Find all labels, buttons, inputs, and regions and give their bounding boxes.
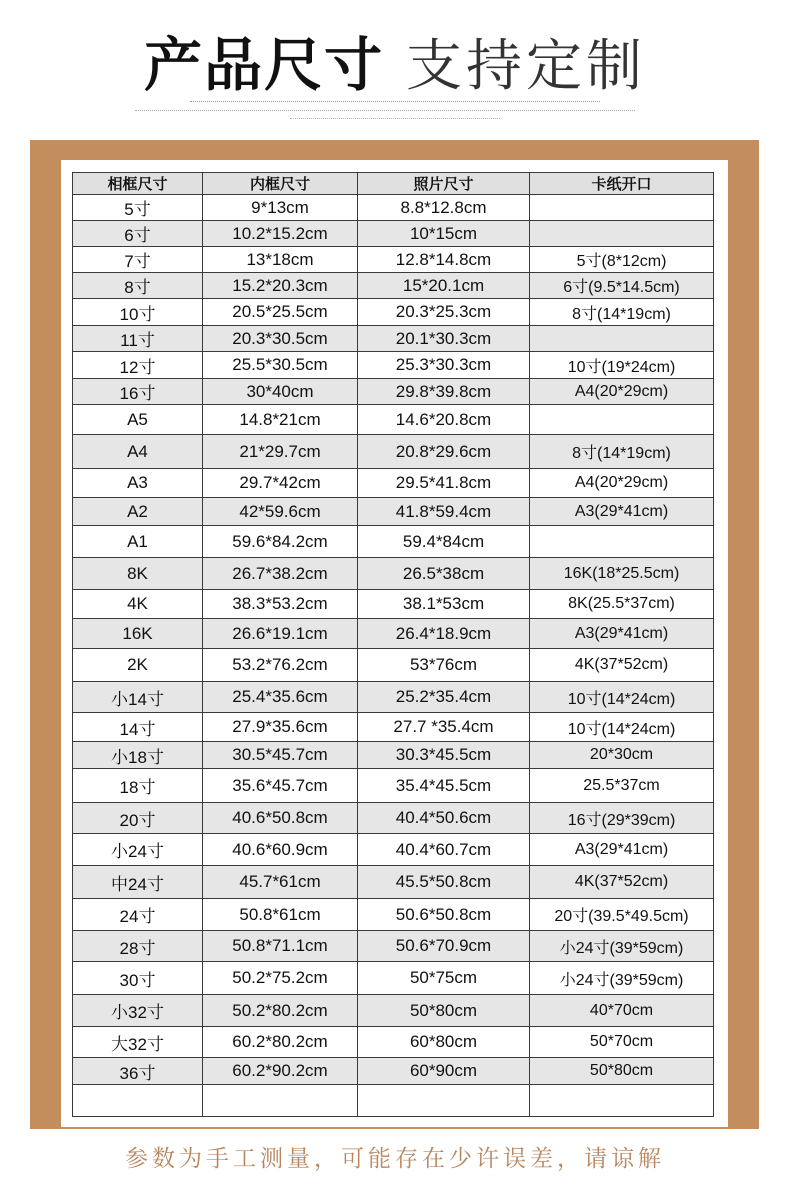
footer-note: 参数为手工测量，可能存在少许误差，请谅解 <box>125 1146 665 1172</box>
cell-inner-size: 53.2*76.2cm <box>203 649 358 682</box>
cell-inner-size: 59.6*84.2cm <box>203 526 358 558</box>
table-body <box>73 195 714 1117</box>
table-row <box>73 435 714 469</box>
cell-photo-size: 26.4*18.9cm <box>358 619 530 649</box>
cell-photo-size: 29.5*41.8cm <box>358 469 530 498</box>
cell-mat-opening: 10寸(14*24cm) <box>530 682 714 713</box>
title-light: 支持定制 <box>406 34 646 99</box>
frame-paper <box>61 160 728 1127</box>
cell-photo-size: 60*80cm <box>358 1027 530 1058</box>
cell-frame-size: 8寸 <box>73 273 203 299</box>
cell-frame-size: 11寸 <box>73 326 203 352</box>
table-row <box>73 899 714 931</box>
header-frame-size: 相框尺寸 <box>73 173 203 195</box>
table-row <box>73 1085 714 1117</box>
cell-photo-size: 38.1*53cm <box>358 590 530 619</box>
cell-mat-opening: 10寸(19*24cm) <box>530 352 714 379</box>
table-row <box>73 273 714 299</box>
cell-mat-opening: 8寸(14*19cm) <box>530 435 714 469</box>
cell-mat-opening <box>530 405 714 435</box>
cell-inner-size: 42*59.6cm <box>203 498 358 526</box>
cell-mat-opening <box>530 326 714 352</box>
cell-photo-size <box>358 1085 530 1117</box>
cell-photo-size: 53*76cm <box>358 649 530 682</box>
cell-mat-opening: A4(20*29cm) <box>530 379 714 405</box>
cell-inner-size: 45.7*61cm <box>203 866 358 899</box>
cell-photo-size: 12.8*14.8cm <box>358 247 530 273</box>
cell-mat-opening: 8寸(14*19cm) <box>530 299 714 326</box>
decorative-divider <box>290 118 500 119</box>
cell-mat-opening: A4(20*29cm) <box>530 469 714 498</box>
page-title <box>0 18 790 98</box>
cell-inner-size: 60.2*80.2cm <box>203 1027 358 1058</box>
cell-frame-size: 7寸 <box>73 247 203 273</box>
cell-inner-size: 26.6*19.1cm <box>203 619 358 649</box>
cell-mat-opening: 4K(37*52cm) <box>530 866 714 899</box>
cell-frame-size: 14寸 <box>73 713 203 742</box>
cell-mat-opening: 4K(37*52cm) <box>530 649 714 682</box>
cell-mat-opening: 16寸(29*39cm) <box>530 803 714 834</box>
table-row <box>73 649 714 682</box>
cell-frame-size: 28寸 <box>73 931 203 962</box>
cell-frame-size: 20寸 <box>73 803 203 834</box>
cell-frame-size: 36寸 <box>73 1058 203 1085</box>
cell-photo-size: 50*75cm <box>358 962 530 995</box>
table-row <box>73 558 714 590</box>
cell-mat-opening: A3(29*41cm) <box>530 834 714 866</box>
cell-frame-size: 5寸 <box>73 195 203 221</box>
cell-mat-opening: 8K(25.5*37cm) <box>530 590 714 619</box>
table-row <box>73 1027 714 1058</box>
cell-inner-size: 35.6*45.7cm <box>203 769 358 803</box>
cell-mat-opening: 小24寸(39*59cm) <box>530 931 714 962</box>
cell-inner-size <box>203 1085 358 1117</box>
cell-photo-size: 50.6*50.8cm <box>358 899 530 931</box>
cell-photo-size: 45.5*50.8cm <box>358 866 530 899</box>
table-row <box>73 405 714 435</box>
cell-frame-size: 30寸 <box>73 962 203 995</box>
cell-inner-size: 9*13cm <box>203 195 358 221</box>
cell-mat-opening: 20*30cm <box>530 742 714 769</box>
cell-photo-size: 60*90cm <box>358 1058 530 1085</box>
decorative-divider <box>135 110 635 111</box>
cell-inner-size: 30.5*45.7cm <box>203 742 358 769</box>
cell-mat-opening: 5寸(8*12cm) <box>530 247 714 273</box>
cell-frame-size: A1 <box>73 526 203 558</box>
cell-mat-opening <box>530 1085 714 1117</box>
cell-photo-size: 27.7 *35.4cm <box>358 713 530 742</box>
cell-photo-size: 20.8*29.6cm <box>358 435 530 469</box>
table-row <box>73 247 714 273</box>
cell-mat-opening: A3(29*41cm) <box>530 498 714 526</box>
table-row <box>73 713 714 742</box>
cell-photo-size: 25.3*30.3cm <box>358 352 530 379</box>
cell-inner-size: 50.2*75.2cm <box>203 962 358 995</box>
cell-frame-size: 16K <box>73 619 203 649</box>
cell-frame-size: 12寸 <box>73 352 203 379</box>
cell-inner-size: 30*40cm <box>203 379 358 405</box>
cell-mat-opening: 10寸(14*24cm) <box>530 713 714 742</box>
cell-photo-size: 40.4*60.7cm <box>358 834 530 866</box>
cell-frame-size: A4 <box>73 435 203 469</box>
cell-photo-size: 41.8*59.4cm <box>358 498 530 526</box>
cell-frame-size: 10寸 <box>73 299 203 326</box>
table-row <box>73 962 714 995</box>
table-row <box>73 619 714 649</box>
cell-frame-size: 小14寸 <box>73 682 203 713</box>
cell-mat-opening: 40*70cm <box>530 995 714 1027</box>
cell-mat-opening: 20寸(39.5*49.5cm) <box>530 899 714 931</box>
cell-inner-size: 20.5*25.5cm <box>203 299 358 326</box>
table-row <box>73 379 714 405</box>
cell-frame-size: 小32寸 <box>73 995 203 1027</box>
cell-inner-size: 21*29.7cm <box>203 435 358 469</box>
cell-mat-opening: 50*70cm <box>530 1027 714 1058</box>
table-row <box>73 995 714 1027</box>
cell-frame-size: A3 <box>73 469 203 498</box>
table-row <box>73 834 714 866</box>
cell-photo-size: 29.8*39.8cm <box>358 379 530 405</box>
cell-inner-size: 60.2*90.2cm <box>203 1058 358 1085</box>
table-header-row <box>73 173 714 195</box>
cell-photo-size: 8.8*12.8cm <box>358 195 530 221</box>
table-row <box>73 803 714 834</box>
cell-inner-size: 40.6*60.9cm <box>203 834 358 866</box>
cell-mat-opening <box>530 526 714 558</box>
cell-mat-opening: A3(29*41cm) <box>530 619 714 649</box>
cell-frame-size: 24寸 <box>73 899 203 931</box>
cell-photo-size: 35.4*45.5cm <box>358 769 530 803</box>
cell-frame-size: 16寸 <box>73 379 203 405</box>
cell-photo-size: 59.4*84cm <box>358 526 530 558</box>
cell-frame-size: 中24寸 <box>73 866 203 899</box>
decorative-divider <box>190 101 600 102</box>
cell-inner-size: 13*18cm <box>203 247 358 273</box>
table-row <box>73 299 714 326</box>
cell-inner-size: 50.8*61cm <box>203 899 358 931</box>
size-table <box>72 172 714 1117</box>
cell-frame-size: A5 <box>73 405 203 435</box>
table-row <box>73 769 714 803</box>
cell-photo-size: 25.2*35.4cm <box>358 682 530 713</box>
cell-inner-size: 38.3*53.2cm <box>203 590 358 619</box>
header-inner-size: 内框尺寸 <box>203 173 358 195</box>
cell-frame-size: A2 <box>73 498 203 526</box>
cell-inner-size: 29.7*42cm <box>203 469 358 498</box>
table-row <box>73 352 714 379</box>
cell-inner-size: 27.9*35.6cm <box>203 713 358 742</box>
table-row <box>73 469 714 498</box>
cell-inner-size: 50.8*71.1cm <box>203 931 358 962</box>
cell-frame-size: 6寸 <box>73 221 203 247</box>
cell-photo-size: 50.6*70.9cm <box>358 931 530 962</box>
table-row <box>73 742 714 769</box>
cell-photo-size: 20.3*25.3cm <box>358 299 530 326</box>
cell-inner-size: 25.5*30.5cm <box>203 352 358 379</box>
cell-inner-size: 50.2*80.2cm <box>203 995 358 1027</box>
table-row <box>73 931 714 962</box>
header-photo-size: 照片尺寸 <box>358 173 530 195</box>
cell-photo-size: 10*15cm <box>358 221 530 247</box>
table-row <box>73 221 714 247</box>
table-row <box>73 326 714 352</box>
cell-frame-size: 小24寸 <box>73 834 203 866</box>
title-bold: 产品尺寸 <box>143 31 384 99</box>
cell-frame-size <box>73 1085 203 1117</box>
cell-frame-size: 8K <box>73 558 203 590</box>
table-row <box>73 526 714 558</box>
table-row <box>73 590 714 619</box>
cell-mat-opening <box>530 221 714 247</box>
table-row <box>73 1058 714 1085</box>
cell-photo-size: 26.5*38cm <box>358 558 530 590</box>
cell-frame-size: 18寸 <box>73 769 203 803</box>
cell-frame-size: 4K <box>73 590 203 619</box>
cell-photo-size: 20.1*30.3cm <box>358 326 530 352</box>
cell-inner-size: 15.2*20.3cm <box>203 273 358 299</box>
cell-photo-size: 30.3*45.5cm <box>358 742 530 769</box>
cell-inner-size: 20.3*30.5cm <box>203 326 358 352</box>
cell-inner-size: 40.6*50.8cm <box>203 803 358 834</box>
cell-photo-size: 14.6*20.8cm <box>358 405 530 435</box>
cell-photo-size: 40.4*50.6cm <box>358 803 530 834</box>
cell-mat-opening: 小24寸(39*59cm) <box>530 962 714 995</box>
table-row <box>73 682 714 713</box>
cell-mat-opening: 50*80cm <box>530 1058 714 1085</box>
wooden-frame <box>30 140 759 1129</box>
header-mat-opening: 卡纸开口 <box>530 173 714 195</box>
cell-mat-opening: 6寸(9.5*14.5cm) <box>530 273 714 299</box>
cell-mat-opening <box>530 195 714 221</box>
table-row <box>73 866 714 899</box>
cell-mat-opening: 16K(18*25.5cm) <box>530 558 714 590</box>
cell-frame-size: 小18寸 <box>73 742 203 769</box>
cell-inner-size: 25.4*35.6cm <box>203 682 358 713</box>
table-row <box>73 195 714 221</box>
cell-inner-size: 26.7*38.2cm <box>203 558 358 590</box>
table-row <box>73 498 714 526</box>
cell-inner-size: 14.8*21cm <box>203 405 358 435</box>
cell-mat-opening: 25.5*37cm <box>530 769 714 803</box>
cell-frame-size: 2K <box>73 649 203 682</box>
cell-photo-size: 50*80cm <box>358 995 530 1027</box>
cell-frame-size: 大32寸 <box>73 1027 203 1058</box>
cell-photo-size: 15*20.1cm <box>358 273 530 299</box>
cell-inner-size: 10.2*15.2cm <box>203 221 358 247</box>
